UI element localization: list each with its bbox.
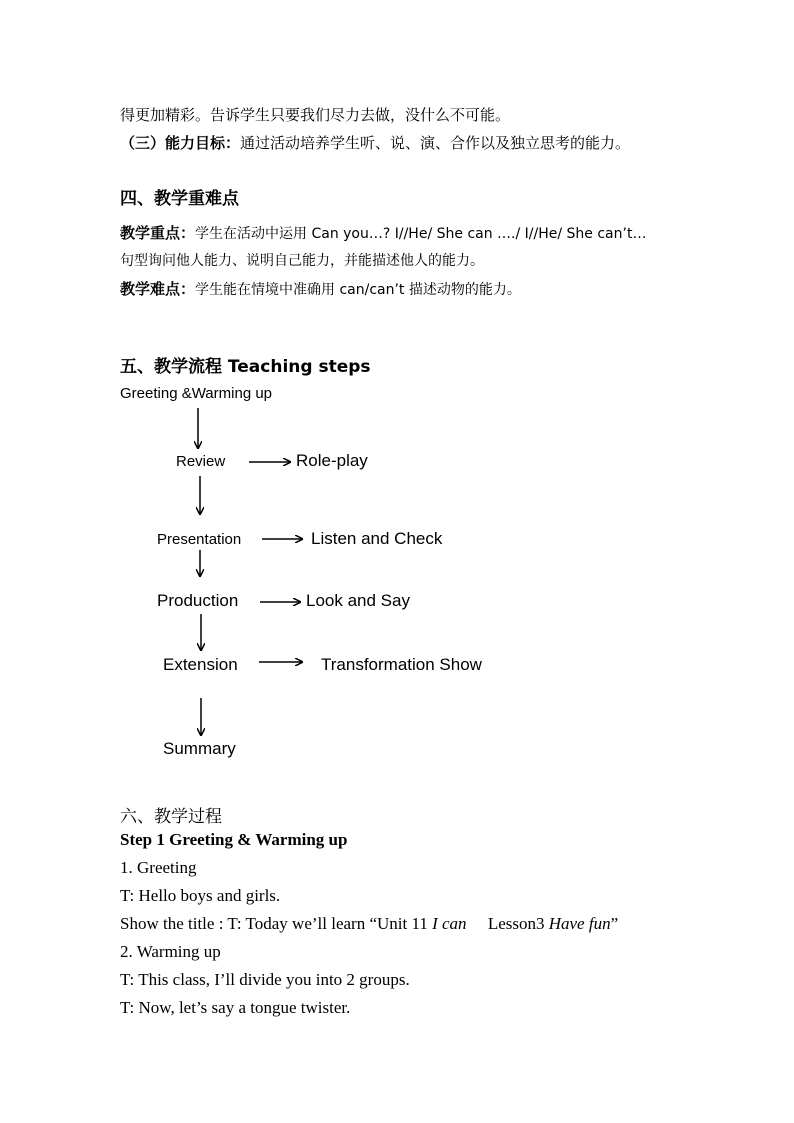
flow-node-greeting: Greeting &Warming up	[120, 385, 273, 402]
paragraph-line: 得更加精彩。告诉学生只要我们尽力去做，没什么不可能。	[120, 106, 511, 124]
key-point-label: 教学重点：	[120, 224, 196, 242]
flow-node-look-say: Look and Say	[306, 591, 410, 610]
ability-goal-label: （三）能力目标：	[120, 134, 241, 152]
dialogue-line-1: T: Hello boys and girls.	[120, 886, 281, 905]
ability-goal-text: 通过活动培养学生听、说、演、合作以及独立思考的能力。	[240, 134, 631, 152]
step-1-heading: Step 1 Greeting & Warming up	[120, 830, 348, 849]
item-greeting: 1. Greeting	[120, 858, 197, 877]
flow-node-review: Review	[176, 453, 226, 470]
key-point-line	[120, 222, 646, 243]
lesson-title-italic: Have fun	[548, 914, 611, 933]
difficulty-text: 学生能在情境中准确用 can/can’t 描述动物的能力。	[195, 282, 521, 298]
section-heading-4: 四、教学重难点	[120, 189, 239, 209]
ability-goal-line	[120, 132, 630, 153]
show-title-prefix: Show the title : T: Today we’ll learn “Unit 11	[120, 914, 433, 933]
section-heading-5: 五、教学流程 Teaching steps	[120, 357, 371, 377]
section-heading-6: 六、教学过程	[120, 807, 222, 827]
lesson-label: Lesson3	[466, 914, 549, 933]
flow-node-transformation: Transformation Show	[321, 655, 482, 674]
difficulty-line	[120, 278, 521, 299]
dialogue-line-3: T: Now, let’s say a tongue twister.	[120, 998, 351, 1017]
flow-node-summary: Summary	[163, 739, 236, 758]
flow-node-extension: Extension	[163, 655, 238, 674]
unit-title-italic: I can	[432, 914, 467, 933]
flow-node-presentation: Presentation	[157, 531, 242, 548]
flow-node-production: Production	[157, 591, 239, 610]
closing-quote: ”	[610, 914, 619, 933]
difficulty-label: 教学难点：	[120, 280, 196, 298]
flow-node-listen-check: Listen and Check	[311, 529, 443, 548]
flow-node-roleplay: Role-play	[296, 451, 368, 470]
key-point-text: 学生在活动中运用 Can you…? I//He/ She can …./ I//He/ She can’t…	[195, 226, 647, 242]
dialogue-line-2: T: This class, I’ll divide you into 2 groups.	[120, 970, 410, 989]
key-point-line-2: 句型询问他人能力、说明自己能力，并能描述他人的能力。	[120, 253, 484, 269]
show-title-line	[120, 914, 618, 934]
item-warming-up: 2. Warming up	[120, 942, 221, 961]
